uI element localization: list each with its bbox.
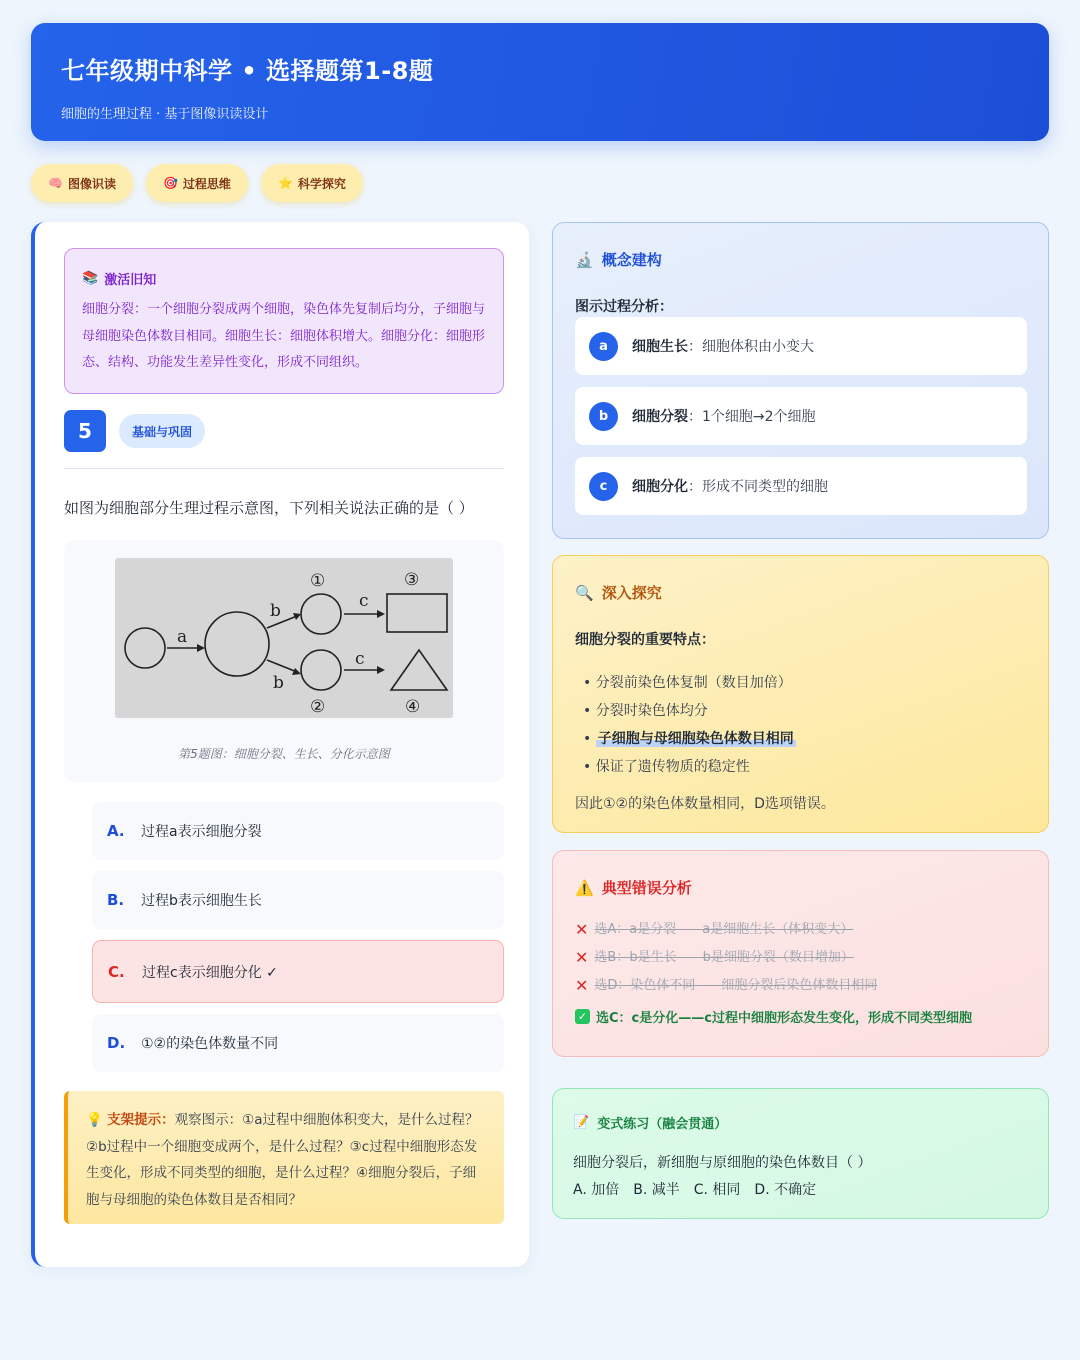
large-cell xyxy=(205,612,269,676)
error-item: ✕ 选D：染色体不同——细胞分裂后染色体数目相同 xyxy=(575,972,1026,1000)
tag-science-inquiry[interactable] xyxy=(261,164,363,202)
tag-label: 图像识读 xyxy=(67,176,116,191)
question-stem: 如图为细胞部分生理过程示意图，下列相关说法正确的是（ ） xyxy=(64,499,474,517)
warning-icon: ⚠️ xyxy=(575,878,594,897)
explore-conclusion: 因此①②的染色体数量相同，D选项错误。 xyxy=(575,796,835,812)
memo-icon: 📝 xyxy=(573,1115,590,1130)
error-item: ✕ 选A：a是分裂——a是细胞生长（体积变大） xyxy=(575,916,1026,944)
explore-subtitle: 细胞分裂的重要特点： xyxy=(575,632,715,648)
option-b[interactable] xyxy=(92,871,504,929)
recall-text: 细胞分裂：一个细胞分裂成两个细胞，染色体先复制后均分，子细胞与母细胞染色体数目相同。细胞生长：细胞体积增大。细胞分化：细胞形态、结构、功能发生差异性变化，形成不同组织。 xyxy=(82,302,486,370)
target-icon: 🎯 xyxy=(162,176,178,190)
figure-caption: 第5题图：细胞分裂、生长、分化示意图 xyxy=(178,747,390,761)
concept-key: c xyxy=(589,472,618,501)
label-c-bottom: c xyxy=(355,649,365,669)
small-cell xyxy=(125,628,165,668)
cell-2 xyxy=(301,650,341,690)
tag-label: 过程思维 xyxy=(182,176,231,191)
page-subtitle: 细胞的生理过程 · 基于图像识读设计 xyxy=(61,107,269,122)
label-a: a xyxy=(177,627,188,647)
label-b-top: b xyxy=(270,601,281,621)
concept-item-c xyxy=(575,457,1027,515)
list-item: • 保证了遗传物质的稳定性 xyxy=(583,759,750,775)
label-circled-2: ② xyxy=(310,697,326,717)
scaffold-hint xyxy=(64,1091,504,1224)
cross-icon: ✕ xyxy=(575,976,589,995)
option-letter: C. xyxy=(108,962,125,981)
concept-item-a xyxy=(575,317,1027,375)
explore-list xyxy=(575,669,1026,781)
concept-desc: ：1个细胞→2个细胞 xyxy=(688,409,816,425)
books-icon: 📚 xyxy=(82,271,99,286)
label-circled-3: ③ xyxy=(404,570,420,590)
option-text: ①②的染色体数量不同 xyxy=(141,1036,279,1052)
concept-key: a xyxy=(589,332,618,361)
list-item: • 子细胞与母细胞染色体数目相同 xyxy=(583,731,794,747)
option-c-correct[interactable] xyxy=(92,940,504,1003)
concept-item-b xyxy=(575,387,1027,445)
hint-label: 支架提示： xyxy=(107,1112,175,1128)
figure-container xyxy=(64,540,504,782)
rect-cell-3 xyxy=(387,594,447,632)
hint-text: 观察图示：①a过程中细胞体积变大，是什么过程？②b过程中一个细胞变成两个，是什么过程？③c过程中细胞形态发生变化，形成不同类型的细胞，是什么过程？④细胞分裂后，子细胞与母细胞的染色体数目是否相同？ xyxy=(86,1112,479,1208)
option-text: 过程c表示细胞分化 ✓ xyxy=(142,964,278,981)
cell-process-figure xyxy=(115,558,453,718)
option-letter: D. xyxy=(107,1034,126,1052)
concept-card xyxy=(552,222,1049,539)
recall-title: 激活旧知 xyxy=(104,273,157,288)
microscope-icon: 🔬 xyxy=(575,250,594,269)
concept-subtitle: 图示过程分析： xyxy=(575,299,673,315)
concept-name: 细胞分裂 xyxy=(632,409,688,425)
explore-title: 深入探究 xyxy=(601,584,662,602)
list-item: • 分裂前染色体复制（数目加倍） xyxy=(583,675,792,691)
tag-list xyxy=(31,164,363,202)
tag-process-thinking[interactable] xyxy=(146,164,248,202)
check-icon: ✓ xyxy=(575,1009,590,1024)
concept-key: b xyxy=(589,402,618,431)
question-card xyxy=(31,222,529,1267)
label-c-top: c xyxy=(359,591,369,611)
label-b-bottom: b xyxy=(273,673,284,693)
practice-question: 细胞分裂后，新细胞与原细胞的染色体数目（ ） A. 加倍 B. 减半 C. 相同 D. 不确定 xyxy=(573,1155,872,1198)
tag-label: 科学探究 xyxy=(297,176,346,191)
tag-image-reading[interactable] xyxy=(31,164,133,202)
concept-name: 细胞分化 xyxy=(632,479,688,495)
option-d[interactable] xyxy=(92,1014,504,1072)
option-a[interactable] xyxy=(92,802,504,860)
error-list xyxy=(575,916,1026,1000)
lightbulb-icon: 💡 xyxy=(86,1112,103,1128)
label-circled-4: ④ xyxy=(405,697,421,717)
practice-card xyxy=(552,1088,1049,1219)
cell-1 xyxy=(301,594,341,634)
explore-card xyxy=(552,555,1049,833)
concept-desc: ：细胞体积由小变大 xyxy=(688,339,814,355)
error-item: ✕ 选B：b是生长——b是细胞分裂（数目增加） xyxy=(575,944,1026,972)
option-letter: A. xyxy=(107,822,125,840)
cell-diagram xyxy=(115,558,453,718)
error-analysis-card xyxy=(552,850,1049,1057)
practice-choices: A. 加倍 B. 减半 C. 相同 D. 不确定 xyxy=(573,1182,817,1198)
concept-name: 细胞生长 xyxy=(632,339,688,355)
practice-title: 变式练习（融会贯通） xyxy=(597,1117,728,1132)
divider xyxy=(64,468,504,469)
question-number: 5 xyxy=(64,410,106,452)
page-title: 七年级期中科学 • 选择题第1-8题 xyxy=(61,57,434,85)
option-letter: B. xyxy=(107,891,125,909)
correct-answer: ✓ 选C：c是分化——c过程中细胞形态发生变化，形成不同类型细胞 xyxy=(575,1007,1026,1026)
star-icon: ⭐ xyxy=(277,176,293,190)
page-header xyxy=(31,23,1049,141)
concept-title: 概念建构 xyxy=(601,251,662,269)
question-level-badge: 基础与巩固 xyxy=(119,414,205,448)
option-text: 过程b表示细胞生长 xyxy=(141,893,262,909)
label-circled-1: ① xyxy=(310,571,326,591)
concept-desc: ：形成不同类型的细胞 xyxy=(688,479,828,495)
option-text: 过程a表示细胞分裂 xyxy=(141,824,262,840)
recall-box xyxy=(64,248,504,394)
cross-icon: ✕ xyxy=(575,920,589,939)
highlight-text: 子细胞与母细胞染色体数目相同 xyxy=(597,731,794,747)
triangle-cell-4 xyxy=(391,650,447,690)
magnifier-icon: 🔍 xyxy=(575,583,594,602)
arrow-b-down xyxy=(267,660,297,672)
errors-title: 典型错误分析 xyxy=(601,879,692,897)
brain-icon: 🧠 xyxy=(48,176,63,190)
list-item: • 分裂时染色体均分 xyxy=(583,703,708,719)
cross-icon: ✕ xyxy=(575,948,589,967)
